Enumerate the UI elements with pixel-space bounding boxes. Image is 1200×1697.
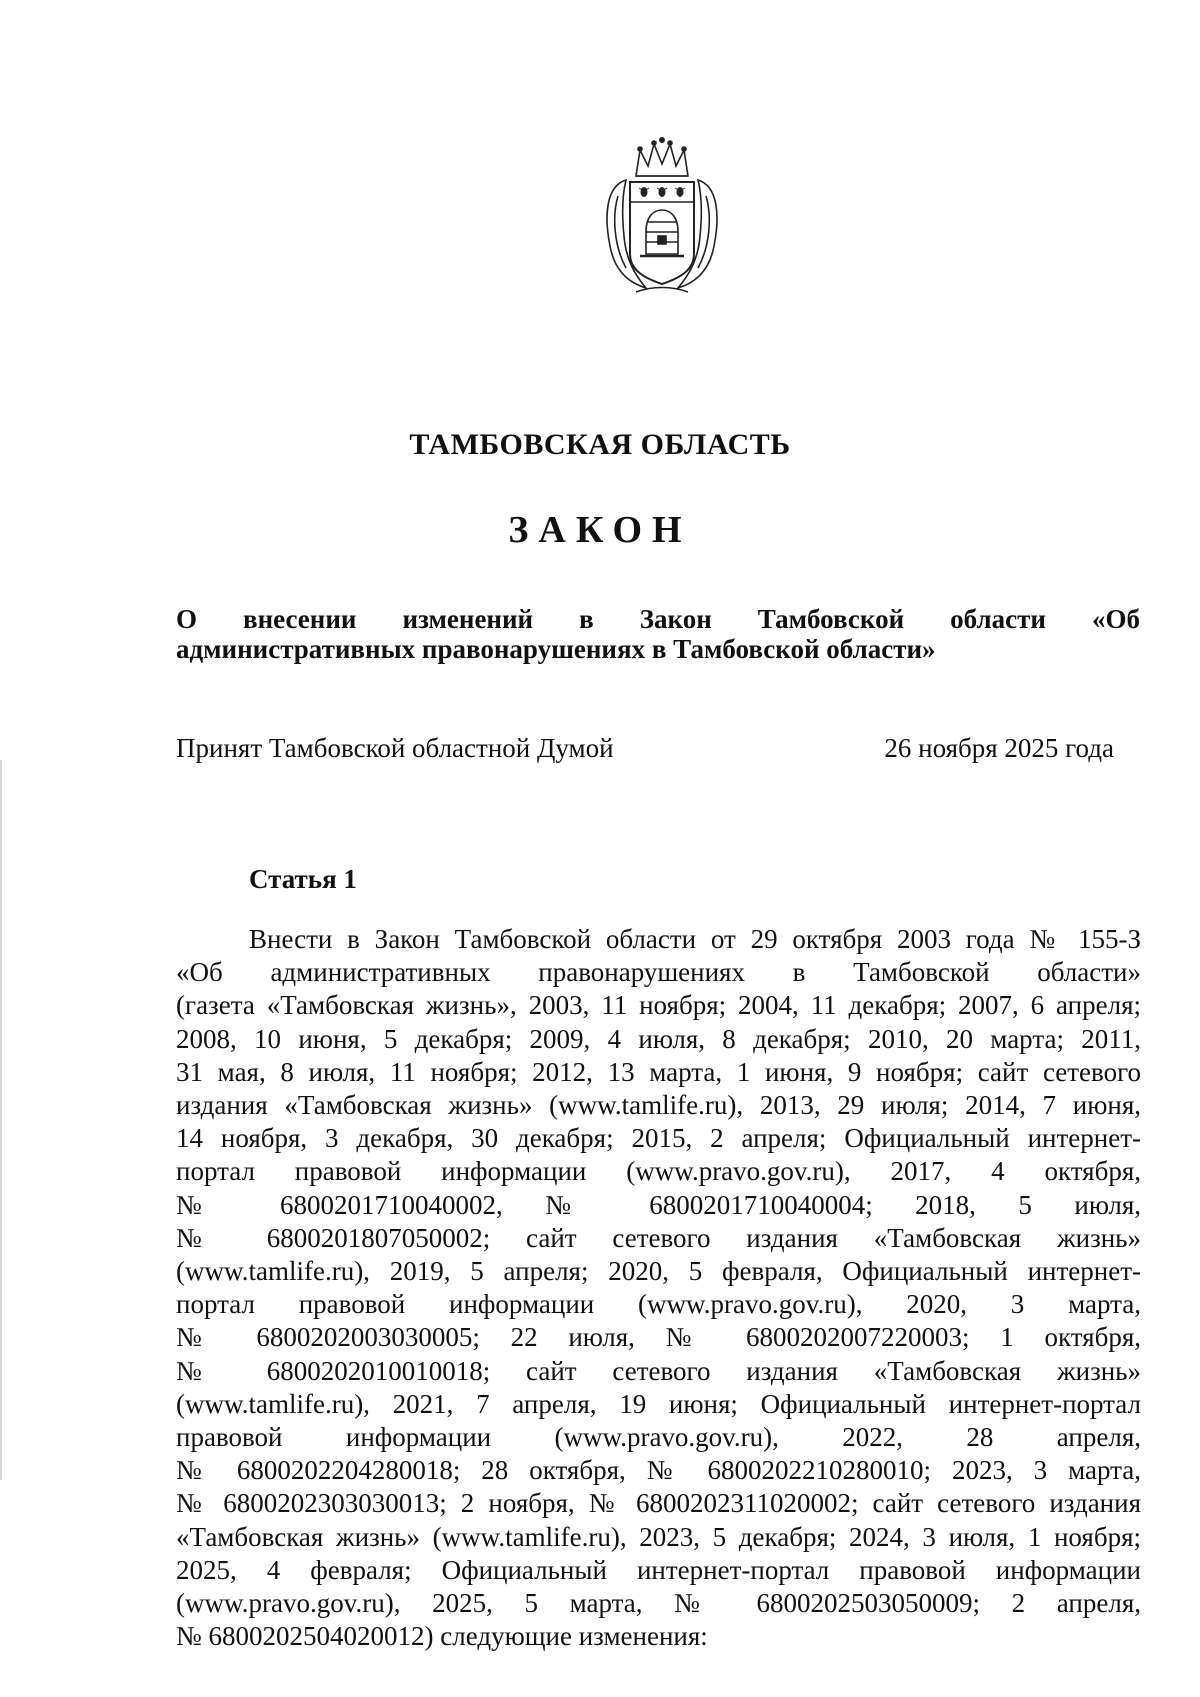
body-line: № 6800202204280018; 28 октября, № 6800202210280010; 2023, 3 марта, — [176, 1455, 1141, 1486]
body-line: № 6800202010010018; сайт сетевого издания «Тамбовская жизнь» — [176, 1355, 1141, 1386]
body-line: Внести в Закон Тамбовской области от 29 октября 2003 года № 155-З — [249, 924, 1141, 954]
body-line: № 6800202303030013; 2 ноября, № 6800202311020002; сайт сетевого издания — [176, 1488, 1141, 1519]
body-line: (www.pravo.gov.ru), 2025, 5 марта, № 6800202503050009; 2 апреля, — [176, 1588, 1141, 1619]
scan-edge — [0, 760, 2, 1480]
body-line: 2025, 4 февраля; Официальный интернет-портал правовой информации — [176, 1554, 1141, 1585]
body-line: № 6800202504020012) следующие изменения: — [176, 1621, 708, 1652]
article-heading: Статья 1 — [249, 864, 357, 894]
region-title: ТАМБОВСКАЯ ОБЛАСТЬ — [409, 428, 791, 461]
body-line: правовой информации (www.pravo.gov.ru), 2022, 28 апреля, — [176, 1422, 1141, 1453]
body-line: (www.tamlife.ru), 2019, 5 апреля; 2020, 5 февраля, Официальный интернет- — [176, 1256, 1141, 1287]
body-line: издания «Тамбовская жизнь» (www.tamlife.ru), 2013, 29 июля; 2014, 7 июня, — [176, 1090, 1141, 1121]
body-line: № 6800201807050002; сайт сетевого издания «Тамбовская жизнь» — [176, 1222, 1141, 1253]
law-title-line-1: О внесении изменений в Закон Тамбовской области «Об — [176, 604, 1140, 634]
body-line: 14 ноября, 3 декабря, 30 декабря; 2015, 2 апреля; Официальный интернет- — [176, 1123, 1141, 1154]
body-line: 31 мая, 8 июля, 11 ноября; 2012, 13 марта, 1 июня, 9 ноября; сайт сетевого — [176, 1056, 1141, 1087]
body-line: «Тамбовская жизнь» (www.tamlife.ru), 2023, 5 декабря; 2024, 3 июля, 1 ноября; — [176, 1521, 1141, 1552]
article-body — [176, 923, 1141, 1653]
body-line: портал правовой информации (www.pravo.gov.ru), 2017, 4 октября, — [176, 1156, 1141, 1187]
coat-of-arms-emblem — [596, 136, 728, 298]
body-line: (www.tamlife.ru), 2021, 7 апреля, 19 июня; Официальный интернет-портал — [176, 1388, 1141, 1419]
law-title — [176, 604, 1140, 664]
document-type: ЗАКОН — [508, 509, 692, 551]
body-line: № 6800202003030005; 22 июля, № 6800202007220003; 1 октября, — [176, 1322, 1141, 1353]
adopted-date: 26 ноября 2025 года — [884, 733, 1114, 763]
body-line: «Об административных правонарушениях в Тамбовской области» — [176, 957, 1141, 988]
body-line: (газета «Тамбовская жизнь», 2003, 11 ноября; 2004, 11 декабря; 2007, 6 апреля; — [176, 990, 1141, 1021]
body-line: портал правовой информации (www.pravo.gov.ru), 2020, 3 марта, — [176, 1289, 1141, 1320]
body-line: 2008, 10 июня, 5 декабря; 2009, 4 июля, 8 декабря; 2010, 20 марта; 2011, — [176, 1023, 1141, 1054]
law-title-line-2: административных правонарушениях в Тамбовской области» — [176, 634, 936, 664]
adopted-by: Принят Тамбовской областной Думой — [176, 733, 614, 763]
body-line: № 6800201710040002, № 6800201710040004; 2018, 5 июля, — [176, 1189, 1141, 1220]
